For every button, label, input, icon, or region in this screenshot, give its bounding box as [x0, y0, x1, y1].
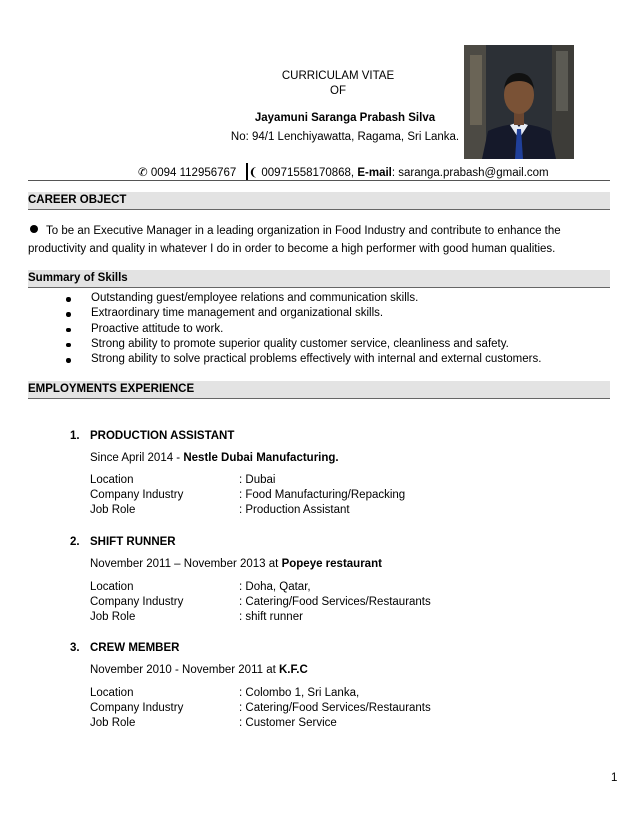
phone-number: 0094 112956767 — [150, 167, 237, 179]
location-value: : Dubai — [239, 474, 276, 486]
job-period — [90, 558, 382, 570]
job-company: K.F.C — [279, 664, 308, 676]
career-text: To be an Executive Manager in a leading organization in Food Industry and contribute to enhance the productivity and quality in whatever I do in order to become a high performer with good human qualities. — [28, 225, 561, 255]
job-company: Popeye restaurant — [281, 558, 382, 570]
job-role-row — [90, 611, 470, 626]
career-objective — [28, 222, 618, 258]
page-number: 1 — [611, 772, 618, 784]
job-industry-row — [90, 702, 470, 717]
job-title-text: SHIFT RUNNER — [90, 536, 176, 548]
divider — [246, 163, 248, 181]
job-title-text: PRODUCTION ASSISTANT — [90, 430, 235, 442]
industry-label: Company Industry — [90, 702, 184, 714]
job-title — [70, 536, 176, 548]
job-number: 1. — [70, 430, 80, 442]
email-address: : saranga.prabash@gmail.com — [391, 167, 549, 179]
cv-title-line2: OF — [330, 85, 346, 97]
job-industry-row — [90, 596, 470, 611]
job-number: 2. — [70, 536, 80, 548]
job-industry-row — [90, 489, 470, 504]
job-period-text: November 2011 – November 2013 at — [90, 558, 282, 570]
job-period-text: November 2010 - November 2011 at — [90, 664, 279, 676]
role-value: : shift runner — [239, 611, 303, 623]
skill-item: Outstanding guest/employee relations and communication skills. — [66, 291, 541, 306]
job-role-row — [90, 504, 470, 519]
role-label: Job Role — [90, 611, 136, 623]
location-value: : Colombo 1, Sri Lanka, — [239, 687, 360, 699]
skills-list — [66, 291, 541, 367]
job-number: 3. — [70, 642, 80, 654]
job-location-row — [90, 474, 470, 489]
industry-value: : Catering/Food Services/Restaurants — [239, 702, 431, 714]
job-location-row — [90, 687, 470, 702]
job-company: Nestle Dubai Manufacturing. — [183, 452, 339, 464]
role-label: Job Role — [90, 717, 136, 729]
location-label: Location — [90, 474, 134, 486]
profile-photo — [464, 45, 574, 159]
job-location-row — [90, 581, 470, 596]
phone-icon: ✆ — [138, 167, 148, 179]
job-title — [70, 642, 179, 654]
location-value: : Doha, Qatar, — [239, 581, 311, 593]
skill-item: Strong ability to solve practical problems effectively with internal and external customers. — [66, 352, 541, 367]
job-role-row — [90, 717, 470, 732]
job-period-text: Since April 2014 - — [90, 452, 184, 464]
industry-value: : Catering/Food Services/Restaurants — [239, 596, 431, 608]
job-period — [90, 664, 308, 676]
job-title-text: CREW MEMBER — [90, 642, 180, 654]
cv-title-line1: CURRICULAM VITAE — [281, 70, 395, 82]
role-value: : Customer Service — [239, 717, 337, 729]
industry-label: Company Industry — [90, 596, 184, 608]
skills-heading: Summary of Skills — [28, 270, 610, 288]
industry-label: Company Industry — [90, 489, 184, 501]
role-label: Job Role — [90, 504, 136, 516]
bullet-icon — [30, 225, 38, 233]
career-heading: CAREER OBJECT — [28, 192, 610, 210]
candidate-name: Jayamuni Saranga Prabash Silva — [254, 112, 436, 124]
job-period — [90, 452, 339, 464]
skill-item: Strong ability to promote superior quality customer service, cleanliness and safety. — [66, 337, 541, 352]
email-label: E-mail — [357, 167, 392, 179]
industry-value: : Food Manufacturing/Repacking — [239, 489, 406, 501]
mobile-icon: ❨ — [248, 167, 259, 179]
location-label: Location — [90, 581, 134, 593]
mobile-number: 00971558170868, — [261, 167, 355, 179]
employment-heading: EMPLOYMENTS EXPERIENCE — [28, 381, 610, 399]
role-value: : Production Assistant — [239, 504, 350, 516]
header-divider — [28, 180, 610, 181]
contact-line — [138, 163, 549, 181]
skill-item: Extraordinary time management and organizational skills. — [66, 306, 541, 321]
candidate-address: No: 94/1 Lenchiyawatta, Ragama, Sri Lanka. — [230, 131, 460, 143]
job-title — [70, 430, 234, 442]
location-label: Location — [90, 687, 134, 699]
skill-item: Proactive attitude to work. — [66, 322, 541, 337]
